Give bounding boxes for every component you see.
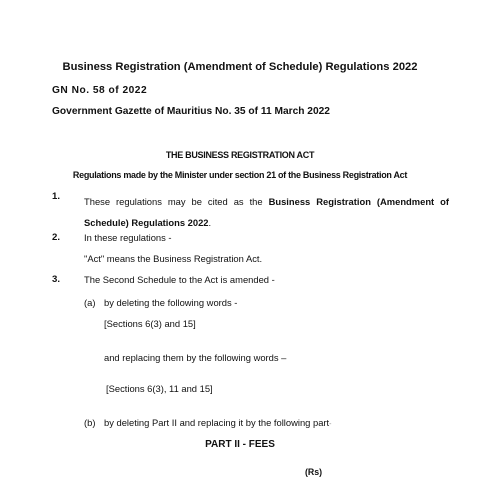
item-b-label: (b)	[84, 417, 96, 428]
item-b-trailing-mark: -	[329, 421, 332, 428]
item-a-label: (a)	[84, 297, 96, 308]
act-heading: THE BUSINESS REGISTRATION ACT	[165, 150, 315, 160]
clause-1-citation: Business Registration (Amendment of Schedule) Regulations 2022	[84, 196, 449, 228]
document-title: Business Registration (Amendment of Schedule) Regulations 2022	[62, 61, 418, 73]
clause-3-text: The Second Schedule to the Act is amended -	[84, 274, 275, 285]
clause-1-text-before: These regulations may be cited as the	[84, 196, 269, 207]
part-heading: PART II - FEES	[205, 439, 275, 450]
clause-3-number: 3.	[52, 274, 61, 285]
gn-number: GN No. 58 of 2022	[52, 85, 148, 96]
regulations-heading: Regulations made by the Minister under section 21 of the Business Registration Act	[72, 170, 408, 180]
clause-2-number: 2.	[52, 232, 61, 243]
item-a-replace-text: and replacing them by the following words –	[104, 352, 287, 363]
clause-1-number: 1.	[52, 191, 61, 202]
item-a-text: by deleting the following words -	[104, 297, 238, 308]
clause-2-definition: "Act" means the Business Registration Act.	[84, 253, 263, 264]
clause-2-text: In these regulations -	[84, 232, 172, 243]
item-a-deleted-words: [Sections 6(3) and 15]	[104, 318, 196, 329]
item-b-text	[104, 417, 331, 428]
gazette-reference: Government Gazette of Mauritius No. 35 of 11 March 2022	[52, 106, 330, 117]
item-a-replacement-words: [Sections 6(3), 11 and 15]	[106, 383, 213, 394]
clause-1-text-after: .	[208, 217, 212, 228]
fees-column-heading: (Rs)	[305, 467, 323, 477]
clause-1-text	[84, 191, 449, 233]
item-b-text-main: by deleting Part II and replacing it by the following part	[104, 417, 330, 428]
